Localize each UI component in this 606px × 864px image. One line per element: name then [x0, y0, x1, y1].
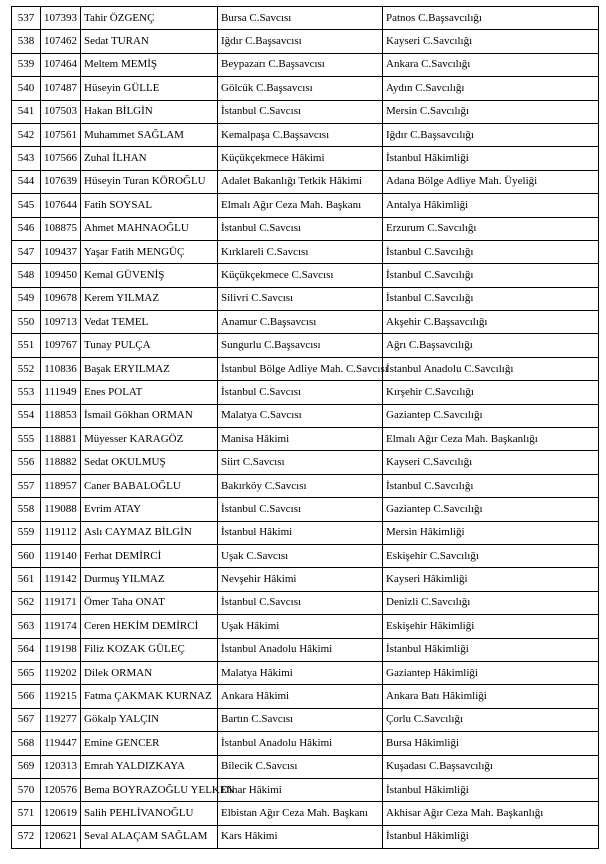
- registry-number-cell: 107462: [41, 30, 81, 53]
- table-row: [12, 825, 599, 848]
- new-post-cell: Kuşadası C.Başsavcılığı: [383, 755, 599, 778]
- current-post-cell: İstanbul C.Savcısı: [218, 217, 383, 240]
- table-row: [12, 638, 599, 661]
- table-row: [12, 708, 599, 731]
- registry-number-cell: 118882: [41, 451, 81, 474]
- new-post-cell: Mersin C.Savcılığı: [383, 100, 599, 123]
- current-post-cell: İstanbul Hâkimi: [218, 521, 383, 544]
- row-number-cell: 550: [12, 311, 41, 334]
- registry-number-cell: 109437: [41, 240, 81, 263]
- current-post-cell: Elmalı Ağır Ceza Mah. Başkanı: [218, 194, 383, 217]
- current-post-cell: Ankara Hâkimi: [218, 685, 383, 708]
- table-row: [12, 334, 599, 357]
- registry-number-cell: 107639: [41, 170, 81, 193]
- registry-number-cell: 119174: [41, 615, 81, 638]
- row-number-cell: 544: [12, 170, 41, 193]
- new-post-cell: Eskişehir C.Savcılığı: [383, 544, 599, 567]
- row-number-cell: 559: [12, 521, 41, 544]
- table-row: [12, 7, 599, 30]
- new-post-cell: Eskişehir Hâkimliği: [383, 615, 599, 638]
- person-name-cell: Emine GENCER: [81, 732, 218, 755]
- row-number-cell: 562: [12, 591, 41, 614]
- current-post-cell: İstanbul C.Savcısı: [218, 381, 383, 404]
- appointment-table: [11, 6, 599, 849]
- current-post-cell: Malatya C.Savcısı: [218, 404, 383, 427]
- new-post-cell: Adana Bölge Adliye Mah. Üyeliği: [383, 170, 599, 193]
- current-post-cell: Kars Hâkimi: [218, 825, 383, 848]
- current-post-cell: Sungurlu C.Başsavcısı: [218, 334, 383, 357]
- table-row: [12, 123, 599, 146]
- row-number-cell: 570: [12, 778, 41, 801]
- row-number-cell: 567: [12, 708, 41, 731]
- table-row: [12, 147, 599, 170]
- row-number-cell: 555: [12, 428, 41, 451]
- registry-number-cell: 107503: [41, 100, 81, 123]
- person-name-cell: Enes POLAT: [81, 381, 218, 404]
- new-post-cell: İstanbul C.Savcılığı: [383, 240, 599, 263]
- current-post-cell: Silivri C.Savcısı: [218, 287, 383, 310]
- person-name-cell: Kerem YILMAZ: [81, 287, 218, 310]
- registry-number-cell: 119142: [41, 568, 81, 591]
- registry-number-cell: 108875: [41, 217, 81, 240]
- new-post-cell: Mersin Hâkimliği: [383, 521, 599, 544]
- row-number-cell: 537: [12, 7, 41, 30]
- row-number-cell: 542: [12, 123, 41, 146]
- current-post-cell: İstanbul C.Savcısı: [218, 100, 383, 123]
- current-post-cell: Nevşehir Hâkimi: [218, 568, 383, 591]
- new-post-cell: İstanbul Hâkimliği: [383, 778, 599, 801]
- current-post-cell: Manisa Hâkimi: [218, 428, 383, 451]
- row-number-cell: 553: [12, 381, 41, 404]
- row-number-cell: 568: [12, 732, 41, 755]
- new-post-cell: Ağrı C.Başsavcılığı: [383, 334, 599, 357]
- row-number-cell: 563: [12, 615, 41, 638]
- new-post-cell: Elmalı Ağır Ceza Mah. Başkanlığı: [383, 428, 599, 451]
- row-number-cell: 551: [12, 334, 41, 357]
- table-row: [12, 498, 599, 521]
- person-name-cell: Başak ERYILMAZ: [81, 357, 218, 380]
- person-name-cell: Hakan BİLGİN: [81, 100, 218, 123]
- person-name-cell: Muhammet SAĞLAM: [81, 123, 218, 146]
- row-number-cell: 541: [12, 100, 41, 123]
- table-row: [12, 591, 599, 614]
- person-name-cell: Durmuş YILMAZ: [81, 568, 218, 591]
- person-name-cell: Emrah YALDIZKAYA: [81, 755, 218, 778]
- table-row: [12, 264, 599, 287]
- table-row: [12, 53, 599, 76]
- table-row: [12, 544, 599, 567]
- registry-number-cell: 119215: [41, 685, 81, 708]
- registry-number-cell: 107393: [41, 7, 81, 30]
- current-post-cell: Kemalpaşa C.Başsavcısı: [218, 123, 383, 146]
- table-row: [12, 661, 599, 684]
- current-post-cell: İstanbul Bölge Adliye Mah. C.Savcısı: [218, 357, 383, 380]
- person-name-cell: Evrim ATAY: [81, 498, 218, 521]
- new-post-cell: İstanbul Hâkimliği: [383, 147, 599, 170]
- new-post-cell: Kayseri Hâkimliği: [383, 568, 599, 591]
- person-name-cell: Zuhal İLHAN: [81, 147, 218, 170]
- new-post-cell: Aydın C.Savcılığı: [383, 77, 599, 100]
- table-row: [12, 100, 599, 123]
- registry-number-cell: 119198: [41, 638, 81, 661]
- table-row: [12, 404, 599, 427]
- current-post-cell: Siirt C.Savcısı: [218, 451, 383, 474]
- row-number-cell: 552: [12, 357, 41, 380]
- registry-number-cell: 120621: [41, 825, 81, 848]
- table-row: [12, 240, 599, 263]
- new-post-cell: İstanbul C.Savcılığı: [383, 474, 599, 497]
- row-number-cell: 566: [12, 685, 41, 708]
- new-post-cell: Ankara C.Savcılığı: [383, 53, 599, 76]
- new-post-cell: Gaziantep Hâkimliği: [383, 661, 599, 684]
- registry-number-cell: 109713: [41, 311, 81, 334]
- current-post-cell: Küçükçekmece C.Savcısı: [218, 264, 383, 287]
- current-post-cell: Iğdır C.Başsavcısı: [218, 30, 383, 53]
- registry-number-cell: 107561: [41, 123, 81, 146]
- registry-number-cell: 118853: [41, 404, 81, 427]
- new-post-cell: İstanbul C.Savcılığı: [383, 264, 599, 287]
- table-row: [12, 30, 599, 53]
- person-name-cell: Fatih SOYSAL: [81, 194, 218, 217]
- current-post-cell: İstanbul C.Savcısı: [218, 498, 383, 521]
- registry-number-cell: 111949: [41, 381, 81, 404]
- table-row: [12, 732, 599, 755]
- new-post-cell: İstanbul Hâkimliği: [383, 638, 599, 661]
- table-row: [12, 357, 599, 380]
- new-post-cell: Ankara Batı Hâkimliği: [383, 685, 599, 708]
- person-name-cell: Hüseyin Turan KÖROĞLU: [81, 170, 218, 193]
- row-number-cell: 572: [12, 825, 41, 848]
- row-number-cell: 549: [12, 287, 41, 310]
- person-name-cell: Ahmet MAHNAOĞLU: [81, 217, 218, 240]
- current-post-cell: İstanbul C.Savcısı: [218, 591, 383, 614]
- row-number-cell: 540: [12, 77, 41, 100]
- person-name-cell: Yaşar Fatih MENGÜÇ: [81, 240, 218, 263]
- registry-number-cell: 109678: [41, 287, 81, 310]
- row-number-cell: 539: [12, 53, 41, 76]
- registry-number-cell: 118957: [41, 474, 81, 497]
- row-number-cell: 554: [12, 404, 41, 427]
- table-row: [12, 287, 599, 310]
- table-row: [12, 778, 599, 801]
- row-number-cell: 558: [12, 498, 41, 521]
- table-row: [12, 685, 599, 708]
- table-row: [12, 615, 599, 638]
- current-post-cell: Adalet Bakanlığı Tetkik Hâkimi: [218, 170, 383, 193]
- table-row: [12, 568, 599, 591]
- registry-number-cell: 120313: [41, 755, 81, 778]
- current-post-cell: Anamur C.Başsavcısı: [218, 311, 383, 334]
- row-number-cell: 545: [12, 194, 41, 217]
- registry-number-cell: 119447: [41, 732, 81, 755]
- row-number-cell: 560: [12, 544, 41, 567]
- person-name-cell: Ferhat DEMİRCİ: [81, 544, 218, 567]
- current-post-cell: Gölcük C.Başsavcısı: [218, 77, 383, 100]
- registry-number-cell: 119112: [41, 521, 81, 544]
- registry-number-cell: 110836: [41, 357, 81, 380]
- registry-number-cell: 119202: [41, 661, 81, 684]
- person-name-cell: Tunay PULÇA: [81, 334, 218, 357]
- row-number-cell: 543: [12, 147, 41, 170]
- registry-number-cell: 119277: [41, 708, 81, 731]
- new-post-cell: Kırşehir C.Savcılığı: [383, 381, 599, 404]
- registry-number-cell: 118881: [41, 428, 81, 451]
- person-name-cell: Aslı CAYMAZ BİLGİN: [81, 521, 218, 544]
- table-row: [12, 194, 599, 217]
- row-number-cell: 548: [12, 264, 41, 287]
- table-row: [12, 755, 599, 778]
- table-row: [12, 428, 599, 451]
- row-number-cell: 569: [12, 755, 41, 778]
- person-name-cell: Seval ALAÇAM SAĞLAM: [81, 825, 218, 848]
- registry-number-cell: 119140: [41, 544, 81, 567]
- person-name-cell: Sedat OKULMUŞ: [81, 451, 218, 474]
- current-post-cell: İstanbul Anadolu Hâkimi: [218, 638, 383, 661]
- current-post-cell: Bilecik C.Savcısı: [218, 755, 383, 778]
- row-number-cell: 556: [12, 451, 41, 474]
- registry-number-cell: 119171: [41, 591, 81, 614]
- table-row: [12, 451, 599, 474]
- row-number-cell: 547: [12, 240, 41, 263]
- row-number-cell: 571: [12, 802, 41, 825]
- registry-number-cell: 109767: [41, 334, 81, 357]
- new-post-cell: Iğdır C.Başsavcılığı: [383, 123, 599, 146]
- table-row: [12, 474, 599, 497]
- person-name-cell: Kemal GÜVENİŞ: [81, 264, 218, 287]
- table-row: [12, 802, 599, 825]
- row-number-cell: 561: [12, 568, 41, 591]
- person-name-cell: Vedat TEMEL: [81, 311, 218, 334]
- table-row: [12, 521, 599, 544]
- person-name-cell: Caner BABALOĞLU: [81, 474, 218, 497]
- new-post-cell: Akşehir C.Başsavcılığı: [383, 311, 599, 334]
- registry-number-cell: 109450: [41, 264, 81, 287]
- current-post-cell: Dinar Hâkimi: [218, 778, 383, 801]
- table-row: [12, 170, 599, 193]
- registry-number-cell: 107487: [41, 77, 81, 100]
- person-name-cell: Ömer Taha ONAT: [81, 591, 218, 614]
- current-post-cell: Malatya Hâkimi: [218, 661, 383, 684]
- new-post-cell: İstanbul C.Savcılığı: [383, 287, 599, 310]
- current-post-cell: Bursa C.Savcısı: [218, 7, 383, 30]
- person-name-cell: Ceren HEKİM DEMİRCİ: [81, 615, 218, 638]
- person-name-cell: Hüseyin GÜLLE: [81, 77, 218, 100]
- appointment-table-body: [12, 7, 599, 849]
- table-row: [12, 381, 599, 404]
- new-post-cell: Kayseri C.Savcılığı: [383, 451, 599, 474]
- row-number-cell: 565: [12, 661, 41, 684]
- registry-number-cell: 120619: [41, 802, 81, 825]
- person-name-cell: Salih PEHLİVANOĞLU: [81, 802, 218, 825]
- new-post-cell: Gaziantep C.Savcılığı: [383, 404, 599, 427]
- current-post-cell: Küçükçekmece Hâkimi: [218, 147, 383, 170]
- table-row: [12, 311, 599, 334]
- new-post-cell: Çorlu C.Savcılığı: [383, 708, 599, 731]
- new-post-cell: Denizli C.Savcılığı: [383, 591, 599, 614]
- new-post-cell: Antalya Hâkimliği: [383, 194, 599, 217]
- current-post-cell: Bakırköy C.Savcısı: [218, 474, 383, 497]
- new-post-cell: Kayseri C.Savcılığı: [383, 30, 599, 53]
- person-name-cell: Filiz KOZAK GÜLEÇ: [81, 638, 218, 661]
- table-row: [12, 77, 599, 100]
- current-post-cell: Bartın C.Savcısı: [218, 708, 383, 731]
- current-post-cell: Elbistan Ağır Ceza Mah. Başkanı: [218, 802, 383, 825]
- new-post-cell: Erzurum C.Savcılığı: [383, 217, 599, 240]
- person-name-cell: Sedat TURAN: [81, 30, 218, 53]
- new-post-cell: Bursa Hâkimliği: [383, 732, 599, 755]
- row-number-cell: 557: [12, 474, 41, 497]
- current-post-cell: İstanbul Anadolu Hâkimi: [218, 732, 383, 755]
- current-post-cell: Kırklareli C.Savcısı: [218, 240, 383, 263]
- new-post-cell: Akhisar Ağır Ceza Mah. Başkanlığı: [383, 802, 599, 825]
- new-post-cell: İstanbul Hâkimliği: [383, 825, 599, 848]
- table-row: [12, 217, 599, 240]
- row-number-cell: 538: [12, 30, 41, 53]
- registry-number-cell: 107566: [41, 147, 81, 170]
- new-post-cell: Gaziantep C.Savcılığı: [383, 498, 599, 521]
- registry-number-cell: 107464: [41, 53, 81, 76]
- new-post-cell: Patnos C.Başsavcılığı: [383, 7, 599, 30]
- person-name-cell: Müyesser KARAGÖZ: [81, 428, 218, 451]
- person-name-cell: İsmail Gökhan ORMAN: [81, 404, 218, 427]
- registry-number-cell: 107644: [41, 194, 81, 217]
- current-post-cell: Uşak C.Savcısı: [218, 544, 383, 567]
- person-name-cell: Meltem MEMİŞ: [81, 53, 218, 76]
- current-post-cell: Uşak Hâkimi: [218, 615, 383, 638]
- person-name-cell: Tahir ÖZGENÇ: [81, 7, 218, 30]
- registry-number-cell: 119088: [41, 498, 81, 521]
- person-name-cell: Fatma ÇAKMAK KURNAZ: [81, 685, 218, 708]
- person-name-cell: Bema BOYRAZOĞLU YELKEN: [81, 778, 218, 801]
- registry-number-cell: 120576: [41, 778, 81, 801]
- row-number-cell: 564: [12, 638, 41, 661]
- new-post-cell: İstanbul Anadolu C.Savcılığı: [383, 357, 599, 380]
- person-name-cell: Gökalp YALÇIN: [81, 708, 218, 731]
- row-number-cell: 546: [12, 217, 41, 240]
- person-name-cell: Dilek ORMAN: [81, 661, 218, 684]
- current-post-cell: Beypazarı C.Başsavcısı: [218, 53, 383, 76]
